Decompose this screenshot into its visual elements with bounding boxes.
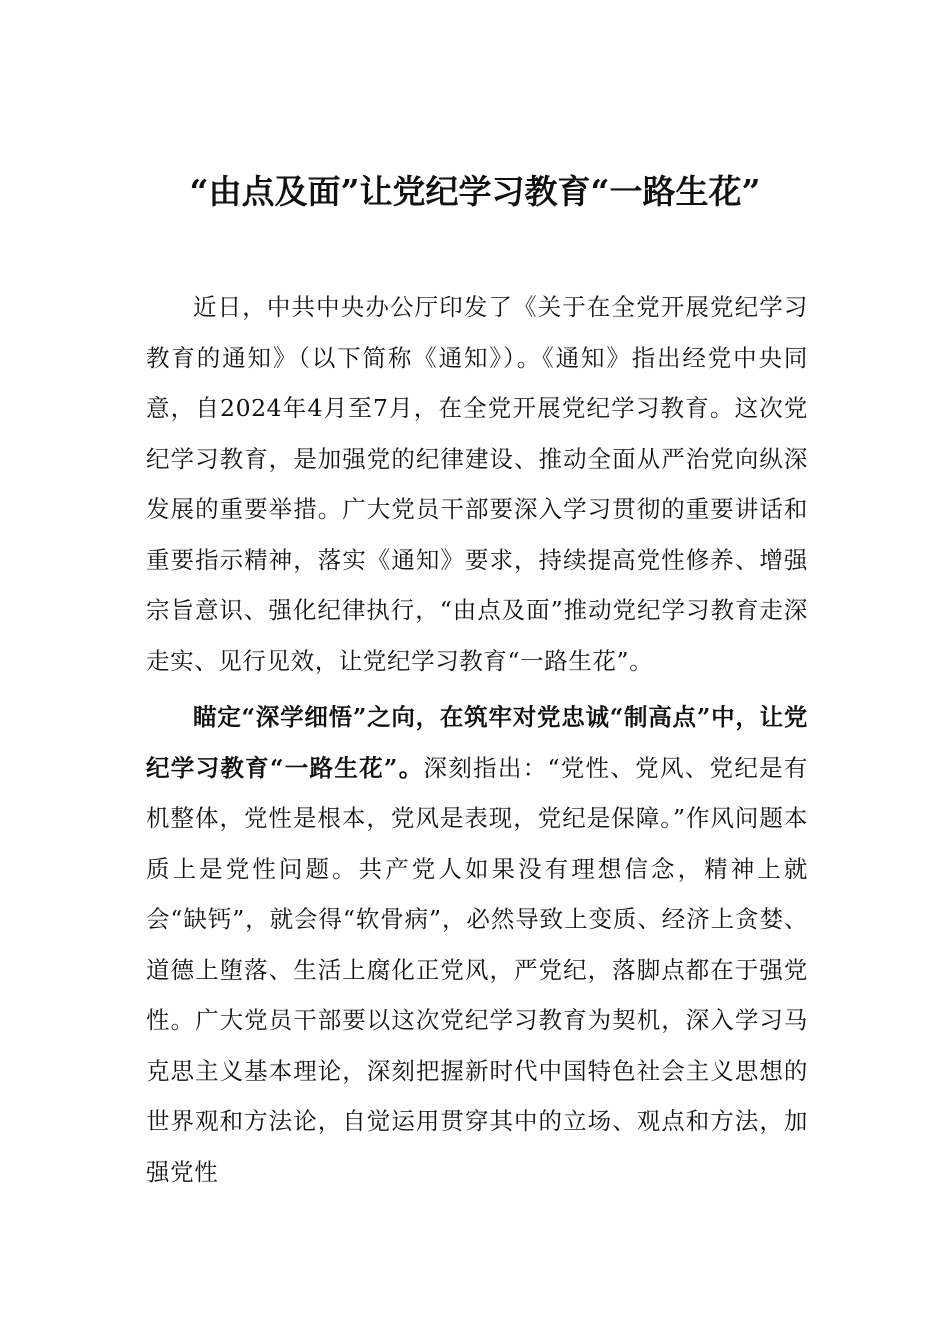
document-body — [146, 282, 808, 1203]
paragraph-1 — [146, 282, 808, 686]
paragraph-2-lead: 瞄定“深学细悟”之向，在筑牢对党忠诚“制高点”中，让党纪学习教育“一路生花”。 — [146, 703, 808, 782]
paragraph-2 — [146, 692, 808, 1197]
document-title: “由点及面”让党纪学习教育“一路生花” — [189, 172, 761, 211]
paragraph-1-text: 近日，中共中央办公厅印发了《关于在全党开展党纪学习教育的通知》（以下简称《通知》）。《通知》指出经党中央同意，自2024年4月至7月，在全党开展党纪学习教育。这次党纪学习教育，是加强党的纪律建设、推动全面从严治党向纵深发展的重要举措。广大党员干部要深入学习贯彻的重要讲话和重要指示精神，落实《通知》要求，持续提高党性修养、增强宗旨意识、强化纪律执行，“由点及面”推动党纪学习教育走深走实、见行见效，让党纪学习教育“一路生花”。 — [146, 293, 808, 675]
paragraph-2-text: 深刻指出：“党性、党风、党纪是有机整体，党性是根本，党风是表现，党纪是保障。”作风问题本质上是党性问题。共产党人如果没有理想信念，精神上就会“缺钙”，就会得“软骨病”，必然导致上变质、经济上贪婪、道德上堕落、生活上腐化正党风，严党纪，落脚点都在于强党性。广大党员干部要以这次党纪学习教育为契机，深入学习马克思主义基本理论，深刻把握新时代中国特色社会主义思想的世界观和方法论，自觉运用贯穿其中的立场、观点和方法，加强党性 — [146, 753, 809, 1186]
